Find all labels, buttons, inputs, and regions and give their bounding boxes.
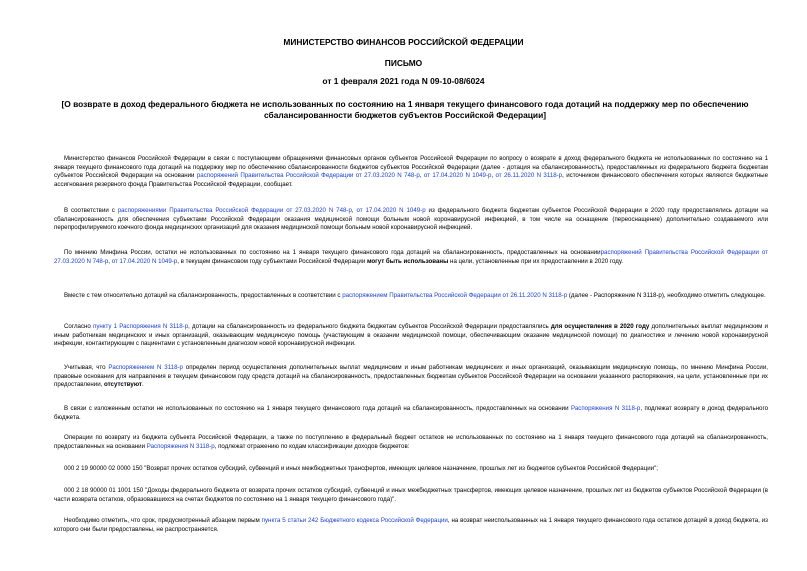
text: По мнению Минфина России, остатки не использованных по состоянию на 1 января текущего финансового года дотаций на сбалансированность, предоставленных на основании [64, 249, 601, 256]
link-decree-3118[interactable]: распоряжением Правительства Российской Федерации от 26.11.2020 N 3118-р [342, 292, 568, 299]
text: , [491, 172, 496, 180]
paragraph-11 [54, 517, 768, 534]
text: , источником финансового обеспечения которых являются бюджетные ассигнования резервного фонда Правительства Российской Федерации, сообщает. [54, 172, 768, 188]
link-decree-748[interactable]: распоряжениями Правительства Российской Федерации от 27.03.2020 N 748-р [117, 207, 352, 214]
text: . [141, 381, 144, 389]
text: , в текущем финансовом году субъектами Российской Федерации [177, 257, 367, 265]
text: Операции по возврату из бюджета субъекта Российской Федерации, а также по поступлению в федеральный бюджет остатков не использованных по состоянию на 1 января текущего финансового года дотаций на сбалансированность, предоставленных на основании [54, 434, 768, 450]
text: , [108, 257, 112, 265]
document-type-heading: ПИСЬМО [384, 58, 423, 68]
text: В связи с изложенным остатки не использованных по состоянию на 1 января текущего финансового года дотаций на сбалансированность, предоставленных на основании [64, 405, 571, 412]
text: В соответствии с [64, 207, 118, 214]
text: Учитывая, что [64, 364, 109, 371]
text: , на возврат неиспользованных на 1 января текущего финансового года остатков дотаций в доход бюджета, из которого они были предоставлены, не распространяется. [54, 517, 768, 533]
text: , подлежат отражению по кодам классификации доходов бюджетов: [214, 442, 410, 450]
link-decree-748[interactable]: распоряжений Правительства Российской Федерации от 27.03.2020 N 748-р [196, 172, 420, 180]
paragraph-7 [54, 405, 768, 422]
paragraph-1 [54, 155, 768, 189]
text: определен период осуществления дополнительных выплат медицинским и иным работникам медицинских и иных организаций, оказывающим медицинскую помощь, по мнению Минфина России, правовые основания для направления в текущем финансовом году средств дотаций на сбалансированность, предоставленных бюджетам субъектов Российской Федерации на основании указанного распоряжения, на цели, установленные при их предоставлении, [54, 364, 768, 389]
link-decree-748[interactable]: распоряжений Правительства Российской Федерации от 27.03.2020 N 748-р [54, 249, 769, 265]
paragraph-budget-code-1: 000 2 19 90000 02 0000 150 "Возврат прочих остатков субсидий, субвенций и иных межбюджетных трансфертов, имеющих целевое назначение, прошлых лет из бюджетов субъектов Российской Федерации"; [64, 465, 658, 472]
text: Министерство финансов Российской Федерации в связи с поступающими обращениями финансовых органов субъектов Российской Федерации по вопросу о возврате в доход федерального бюджета не использованных по состоянию на 1 января текущего финансового года дотаций на поддержку мер по обеспечению сбалансированности бюджетов субъектов Российской Федерации (далее - дотация на сбалансированность), предоставленных из федерального бюджета бюджетам субъектов Российской Федерации на основании [54, 155, 768, 180]
link-decree-3118-item-1[interactable]: пункту 1 Распоряжения N 3118-р [93, 323, 189, 330]
text: , дотации на сбалансированность из федерального бюджета бюджетам субъектов Российской Федерации предоставлялись [188, 323, 551, 330]
ministry-heading: МИНИСТЕРСТВО ФИНАНСОВ РОССИЙСКОЙ ФЕДЕРАЦИИ [283, 37, 524, 47]
text: , [419, 172, 424, 180]
link-decree-1049[interactable]: от 17.04.2020 N 1049-р [356, 207, 426, 214]
document-date-number: от 1 февраля 2021 года N 09-10-08/6024 [322, 76, 485, 86]
text: на цели, установленные при их предоставлении в 2020 году. [448, 257, 623, 265]
link-decree-3118[interactable]: от 26.11.2020 N 3118-р [495, 172, 563, 180]
text: из федерального бюджета бюджетам субъектов Российской Федерации в 2020 году предоставлялись дотации на сбалансированность для обеспечения субъектами Российской Федерации оказания медицинской помощи больным новой коронавирусной инфекцией, в том числе на оснащение (переоснащение) дополнительно создаваемого или перепрофилируемого коечного фонда медицинских организаций для оказания медицинской помощи больным новой коронавирусной инфекцией. [54, 207, 768, 232]
link-decree-1049[interactable]: от 17.04.2020 N 1049-р [111, 257, 178, 265]
paragraph-6 [54, 364, 768, 390]
emphasis: отсутствуют [104, 381, 142, 389]
paragraph-8 [54, 434, 768, 451]
link-decree-1049[interactable]: от 17.04.2020 N 1049-р [423, 172, 492, 180]
paragraph-budget-code-2: 000 2 18 90000 01 1001 150 "Доходы федерального бюджета от возврата прочих остатков субсидий, субвенций и иных межбюджетных трансфертов, имеющих целевое назначение, прошлых лет из бюджетов субъектов Российской Федерации (в части возврата остатков, образовавшихся на счетах бюджетов по состоянию на 1 января текущего финансового года)". [54, 487, 768, 503]
text: Согласно [64, 323, 93, 330]
emphasis: для осуществления в 2020 году [550, 323, 650, 330]
link-decree-3118[interactable]: Распоряжения N 3118-р [570, 405, 641, 412]
link-budget-code-article-242[interactable]: пункта 5 статьи 242 Бюджетного кодекса Российской Федерации [261, 517, 448, 524]
link-decree-3118[interactable]: Распоряжением N 3118-р [108, 364, 183, 371]
text: дополнительных выплат медицинским и иным работникам медицинских и иных организаций, оказывающим медицинскую помощь (участвующим в оказании медицинской помощи, обеспечивающим оказание медицинской помощи) по диагностике и лечению новой коронавирусной инфекции, контактирующим с пациентами с установленным диагнозом новой коронавирусной инфекции. [54, 323, 768, 348]
text: Необходимо отметить, что срок, предусмотренный абзацем первым [64, 517, 262, 524]
text: , подлежат возврату в доход федерального бюджета. [54, 405, 768, 421]
text: Вместе с тем относительно дотаций на сбалансированность, предоставленных в соответствии с [64, 292, 343, 299]
link-decree-3118[interactable]: Распоряжения N 3118-р [146, 442, 215, 450]
paragraph-3 [54, 249, 768, 266]
emphasis: могут быть использованы [366, 257, 449, 265]
text: (далее - Распоряжение N 3118-р), необходимо отметить следующее. [567, 292, 766, 299]
text: , [351, 207, 357, 214]
paragraph-2 [54, 207, 768, 233]
paragraph-4 [54, 292, 768, 301]
paragraph-5 [54, 323, 768, 349]
document-title: [О возврате в доход федерального бюджета не использованных по состоянию на 1 января текущего финансового года дотаций на поддержку мер по обеспечению сбалансированности бюджетов субъектов Российской Федерации] [61, 99, 749, 120]
